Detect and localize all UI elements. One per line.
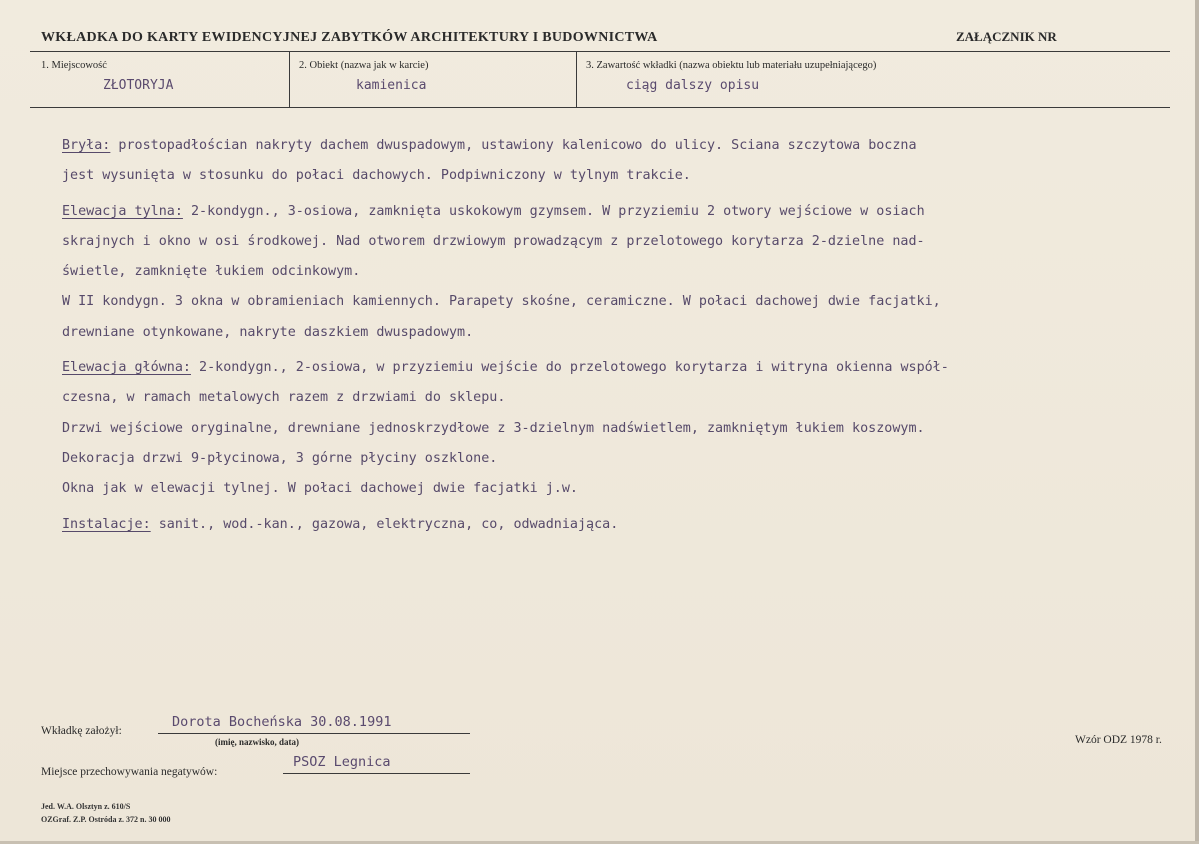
text-line: drewniane otynkowane, nakryte daszkiem dwuspadowym. — [62, 324, 474, 340]
created-by-value: Dorota Bocheńska 30.08.1991 — [172, 714, 392, 730]
text-line: czesna, w ramach metalowych razem z drzwiami do sklepu. — [62, 390, 506, 406]
form-title: WKŁADKA DO KARTY EWIDENCYJNEJ ZABYTKÓW ARCHITEKTURY I BUDOWNICTWA — [41, 30, 658, 45]
paragraph-instalacje — [62, 510, 1152, 540]
section-label: Elewacja tylna: — [62, 203, 183, 219]
section-label: Elewacja główna: — [62, 360, 191, 376]
text-line — [62, 510, 1152, 540]
field-content-label: 3. Zawartość wkładki (nazwa obiektu lub materiału uzupełniającego) — [586, 60, 877, 71]
header-bottom-rule — [30, 107, 1170, 108]
text-line: Drzwi wejściowe oryginalne, drewniane jednoskrzydłowe z 3-dzielnym nadświetlem, zamkniętym łukiem koszowym. — [62, 420, 925, 436]
text-line: jest wysunięta w stosunku do połaci dachowych. Podpiwniczony w tylnym trakcie. — [62, 168, 691, 184]
field-object-value: kamienica — [356, 78, 427, 93]
text-line: W II kondygn. 3 okna w obramieniach kamiennych. Parapety skośne, ceramiczne. W połaci dachowej dwie facjatki, — [62, 294, 941, 310]
annex-label: ZAŁĄCZNIK NR — [956, 29, 1057, 44]
header-top-rule — [30, 51, 1170, 52]
field-object-label: 2. Obiekt (nazwa jak w karcie) — [299, 60, 429, 71]
storage-label: Miejsce przechowywania negatywów: — [41, 766, 218, 778]
paragraph-bryla — [62, 131, 1152, 192]
text-run: sanit., wod.-kan., gazowa, elektryczna, co, odwadniająca. — [150, 516, 619, 532]
created-by-rule — [158, 733, 470, 734]
text-line — [62, 197, 1152, 227]
field-place-value: ZŁOTORYJA — [103, 78, 174, 93]
header-divider-1 — [289, 51, 290, 107]
text-run: prostopadłościan nakryty dachem dwuspadowym, ustawiony kalenicowo do ulicy. Sciana szczytowa boczna — [110, 138, 917, 153]
field-place-label: 1. Miejscowość — [41, 60, 107, 71]
section-label: Bryła: — [62, 138, 111, 153]
paragraph-elewacja-glowna — [62, 353, 1152, 504]
text-run: 2-kondygn., 2-osiowa, w przyziemiu wejście do przelotowego korytarza i witryna okienna współ- — [191, 360, 949, 376]
text-line: świetle, zamknięte łukiem odcinkowym. — [62, 264, 361, 280]
field-content-value: ciąg dalszy opisu — [626, 78, 760, 93]
text-line: Okna jak w elewacji tylnej. W połaci dachowej dwie facjatki j.w. — [62, 481, 578, 497]
storage-value: PSOZ Legnica — [293, 754, 391, 770]
text-line: Dekoracja drzwi 9-płycinowa, 3 górne płyciny oszklone. — [62, 450, 498, 466]
created-by-hint: (imię, nazwisko, data) — [215, 737, 299, 747]
text-line — [62, 353, 1152, 383]
description-body — [62, 131, 1152, 545]
section-label: Instalacje: — [62, 516, 151, 532]
print-info-2: OZGraf. Z.P. Ostróda z. 372 n. 30 000 — [41, 815, 171, 824]
print-info-1: Jed. W.A. Olsztyn z. 610/S — [41, 802, 131, 811]
header-divider-2 — [576, 51, 577, 107]
form-pattern: Wzór ODZ 1978 r. — [1075, 734, 1162, 746]
created-by-label: Wkładkę założył: — [41, 725, 122, 737]
storage-rule — [283, 773, 470, 774]
card-edge-shadow — [1195, 0, 1199, 844]
paragraph-elewacja-tylna — [62, 197, 1152, 348]
text-line: skrajnych i okno w osi środkowej. Nad otworem drzwiowym prowadzącym z przelotowego korytarza 2-dzielne nad- — [62, 233, 925, 249]
text-line — [62, 131, 1152, 161]
text-run: 2-kondygn., 3-osiowa, zamknięta uskokowym gzymsem. W przyziemiu 2 otwory wejściowe w osiach — [182, 203, 925, 219]
